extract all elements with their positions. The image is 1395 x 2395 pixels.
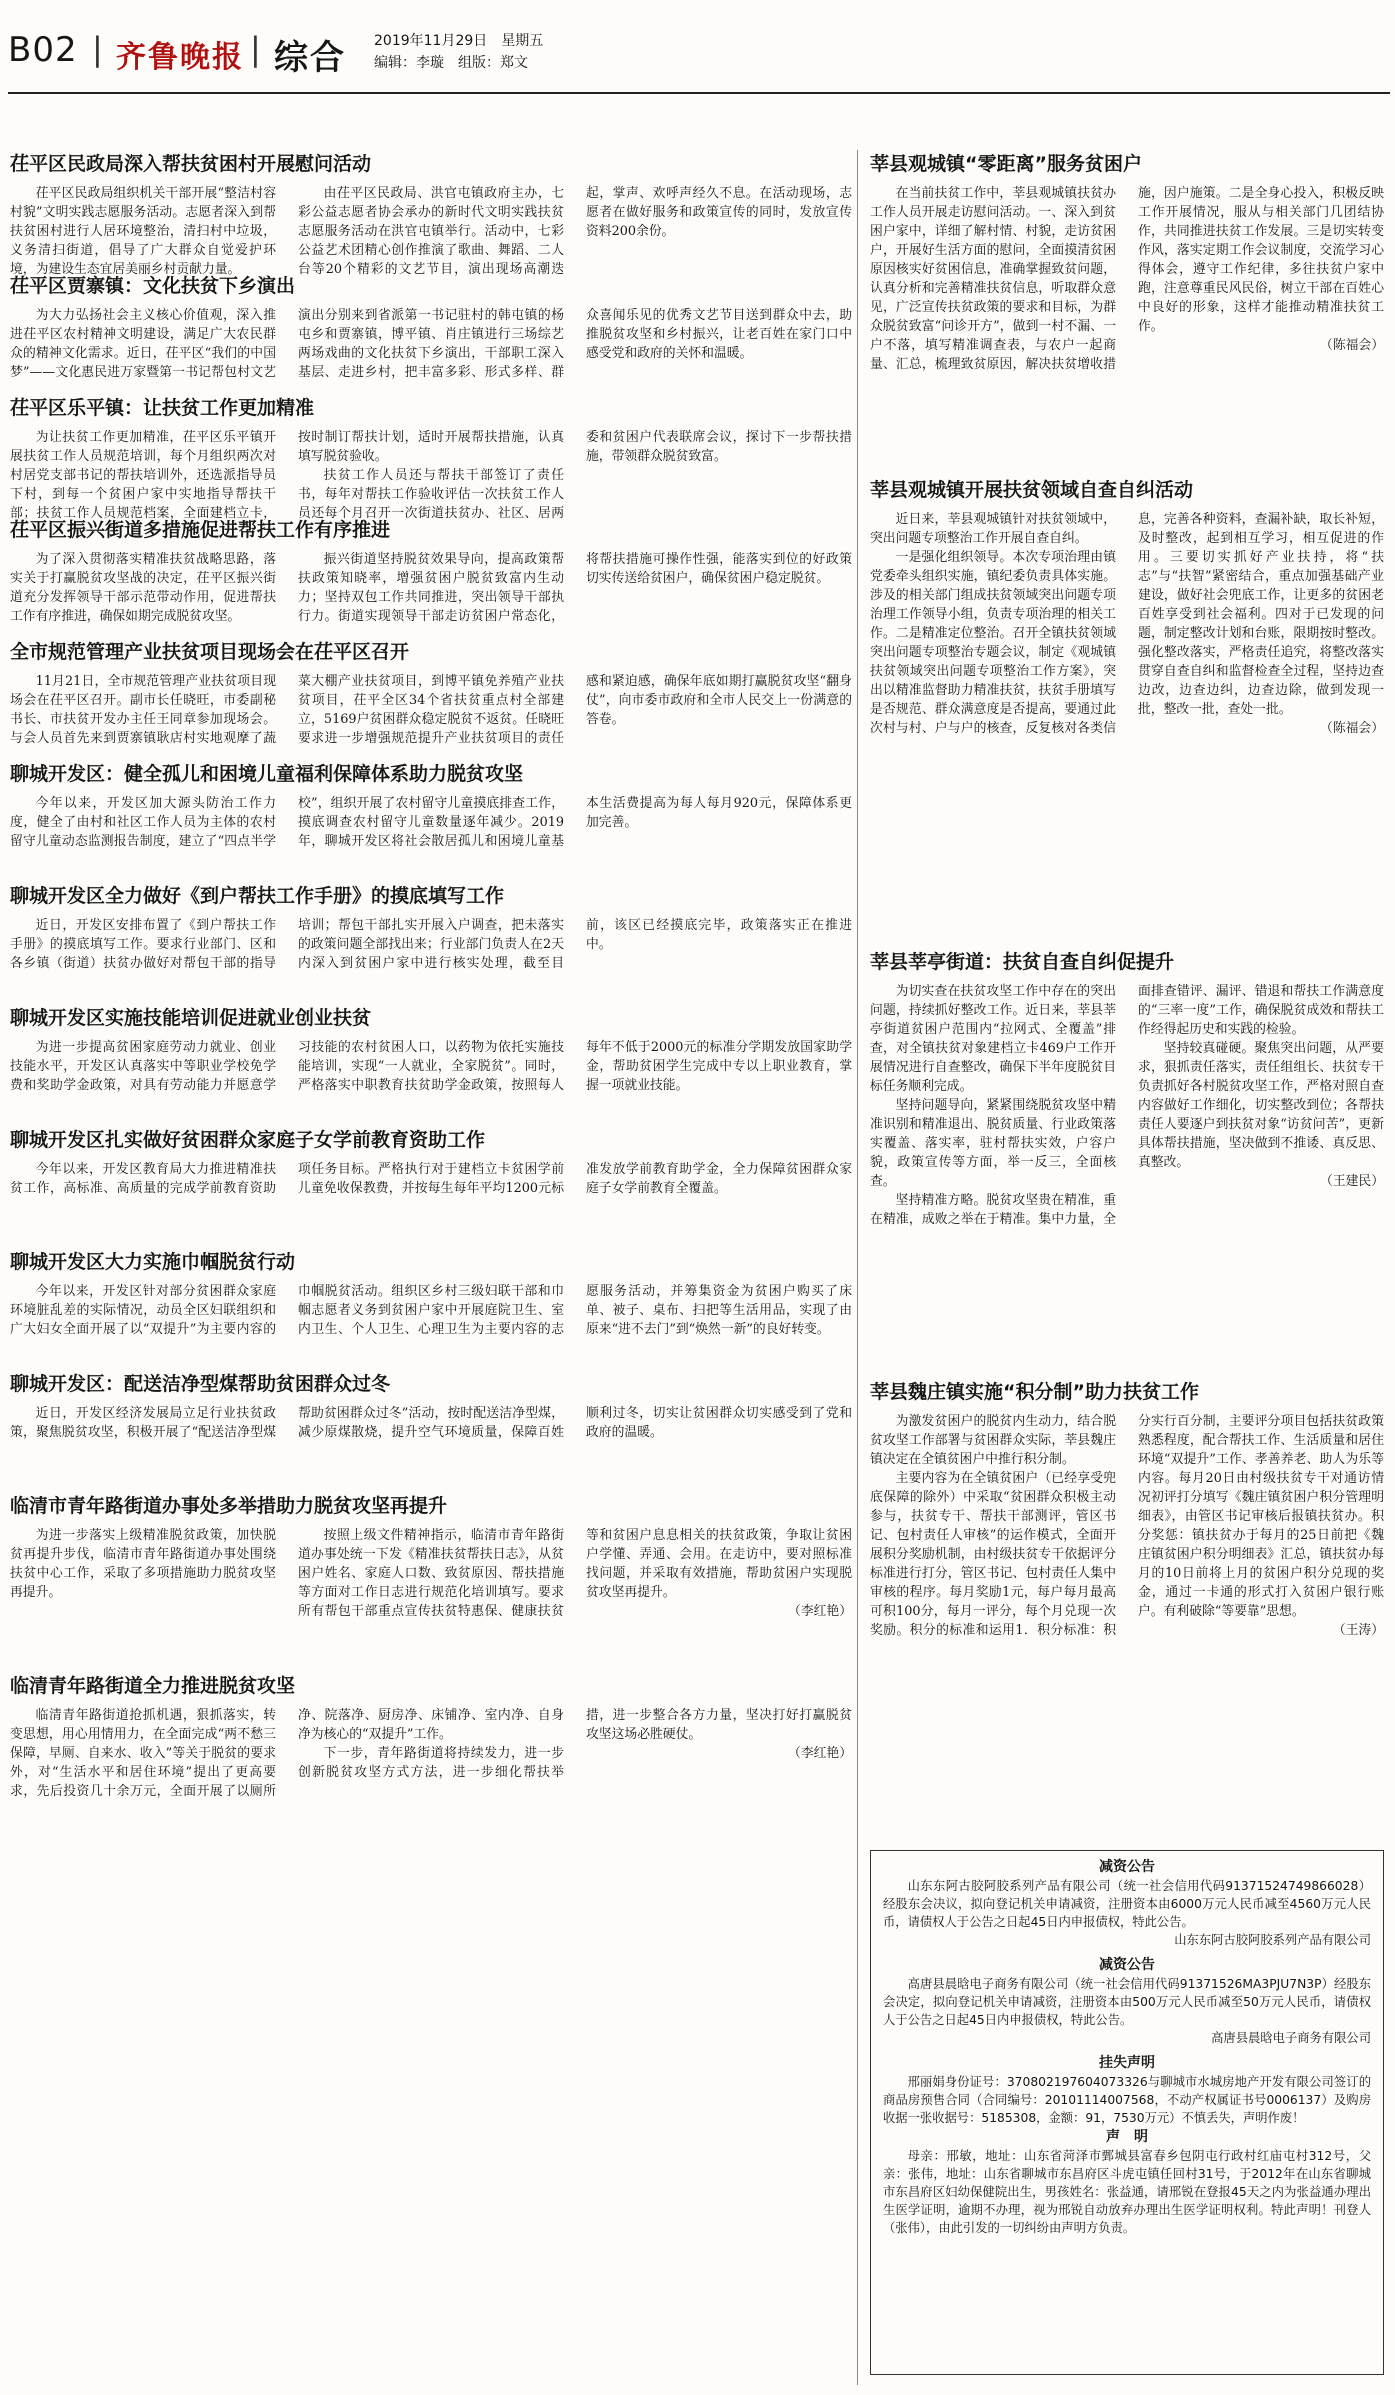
notice-heading: 减资公告: [1099, 1957, 1155, 1973]
article-paragraph: 临清青年路街道抢抓机遇，狠抓落实，转变思想，用心用情用力，在全面完成“两不愁三保障，早厕、自来水、收入”等关于脱贫的要求外，对“生活水平和居住环境”提出了更高要求，先后投资几十余万元，全面开展了以厕所净、院落净、厨房净、床铺净、室内净、自身净为核心的“双提升”工作。: [10, 1708, 564, 1799]
article-title: 聊城开发区实施技能培训促进就业创业扶贫: [10, 1007, 372, 1029]
notice-heading: 声 明: [1106, 2129, 1148, 2145]
section-title: 综合: [274, 38, 346, 78]
article-paragraph: 坚持较真碰硬。聚焦突出问题，从严要求，狠抓责任落实，责任组组长、扶贫专干负责抓好各村脱贫攻坚工作，严格对照自查内容做好工作细化，切实整改到位；各帮扶责任人要逐户到扶贫对象“访贫问苦”，更新具体帮扶措施，坚决做到不推诿、真反思、真整改。: [1138, 1041, 1384, 1170]
article-title: 聊城开发区：配送洁净型煤帮助贫困群众过冬: [10, 1373, 391, 1395]
article-paragraph: 按照上级文件精神指示，临清市青年路街道办事处统一下发《精准扶贫帮扶日志》，从贫困户姓名、家庭人口数、致贫原因、帮扶措施等方面对工作日志进行规范化培训填写。要求所有帮包干部重点宣传扶贫特惠保、健康扶贫等和贫困户息息相关的扶贫政策，争取让贫困户学懂、弄通、会用。在走访中，要对照标准找问题，并采取有效措施，帮助贫困户实现脱贫攻坚再提升。: [298, 1528, 852, 1619]
article-paragraph: 坚持问题导向，紧紧围绕脱贫攻坚中精准识别和精准退出、脱贫质量、行业政策落实覆盖、落实率，驻村帮扶实效，户容户貌，政策宣传等方面，举一反三，全面核查。: [870, 1098, 1116, 1189]
article-paragraph: 近日，开发区经济发展局立足行业扶贫政策，聚焦脱贫攻坚，积极开展了“配送洁净型煤帮助贫困群众过冬”活动，按时配送洁净型煤，减少原煤散烧，提升空气环境质量，保障百姓顺利过冬，切实让贫困群众切实感受到了党和政府的温暖。: [10, 1406, 852, 1440]
article-paragraph: 下一步，青年路街道将持续发力，进一步创新脱贫攻坚方式方法，进一步细化帮扶举措，进一步整合各方力量，坚决打好打赢脱贫攻坚这场必胜硬仗。: [298, 1708, 852, 1780]
article-paragraph: 一是强化组织领导。本次专项治理由镇党委牵头组织实施，镇纪委负责具体实施。涉及的相关部门组成扶贫领域突出问题专项治理工作领导小组，负责专项治理的相关工作。二是精准定位整治。召开全镇扶贫领域突出问题专项整治专题会议，制定《观城镇扶贫领域突出问题专项整治工作方案》，突出以精准监督助力精准扶贫，扶贫手册填写是否规范、群众满意度是否提高，要通过此次村与村、户与户的核查，反复核对各类信息，完善各种资料，查漏补缺，取长补短，及时整改，起到相互学习，相互促进的作用。三要切实抓好产业扶持，将“扶志”与“扶智”紧密结合，重点加强基础产业建设，做好社会兜底工作，让更多的贫困老百姓享受到社会福利。四对于已发现的问题，制定整改计划和台账，限期按时整改。强化整改落实，严格责任追究，将整改落实贯穿自查自纠和监督检查全过程，坚持边查边改，边查边纠，边查边除，做到发现一批，整改一批，查处一批。: [870, 512, 1384, 736]
article-title: 莘县观城镇开展扶贫领域自查自纠活动: [870, 479, 1194, 501]
article-title: 茌平区民政局深入帮扶贫困村开展慰问活动: [10, 153, 372, 175]
article-qingnianlu-push: [10, 1672, 852, 1876]
article-body: [10, 1526, 852, 1696]
article-guancheng-service: [870, 150, 1384, 499]
article-paragraph: 茌平区民政局组织机关干部开展“整洁村容村貌”文明实践志愿服务活动。志愿者深入到帮扶贫困村进行人居环境整治，清扫村中垃圾，义务清扫街道，倡导了广大群众自觉爱护环境，为建设生态宜居美丽乡村贡献力量。: [10, 186, 276, 277]
notice-signature: 山东东阿古胶阿胶系列产品有限公司: [1174, 1933, 1371, 1947]
article-paragraph: 今年以来，开发区教育局大力推进精准扶贫工作，高标准、高质量的完成学前教育资助项任务目标。严格执行对于建档立卡贫困学前儿童免收保教费，并按每生每年平均1200元标准发放学前教育助学金，全力保障贫困群众家庭子女学前教育全覆盖。: [10, 1162, 852, 1196]
article-paragraph: 为进一步提高贫困家庭劳动力就业、创业技能水平，开发区认真落实中等职业学校免学费和奖助学金政策，对具有劳动能力并愿意学习技能的农村贫困人口，以药物为依托实施技能培训，实现“一人就业，全家脱贫”。同时，严格落实中职教育扶贫助学金政策，按照每人每年不低于2000元的标准分学期发放国家助学金，帮助贫困学生完成中专以上职业教育，掌握一项就业技能。: [10, 1040, 852, 1093]
article-paragraph: 振兴街道坚持脱贫效果导向，提高政策帮扶政策知晓率，增强贫困户脱贫致富内生动力；坚持双包工作共同推进，突出领导干部执行力。街道实现领导干部走访贫困户常态化，将帮扶措施可操作性强，能落实到位的好政策切实传送给贫困户，确保贫困户稳定脱贫。: [298, 552, 852, 624]
article-byline: （陈福会）: [1320, 721, 1384, 736]
article-title: 聊城开发区扎实做好贫困群众家庭子女学前教育资助工作: [10, 1129, 486, 1151]
article-title: 茌平区贾寨镇：文化扶贫下乡演出: [10, 275, 296, 297]
article-title: 全市规范管理产业扶贫项目现场会在茌平区召开: [10, 641, 410, 663]
article-paragraph: 为让扶贫工作更加精准，茌平区乐平镇开展扶贫工作人员规范培训，每个月组织两次对村居党支部书记的帮扶培训外，还选派指导员下村，到每一个贫困户家中实地指导帮扶干部；扶贫工作人员规范档案，全面建档立卡，按时制订帮扶计划，适时开展帮扶措施，认真填写脱贫验收。: [10, 430, 564, 521]
article-title: 临清青年路街道全力推进脱贫攻坚: [10, 1675, 296, 1697]
article-guancheng-selfcheck: [870, 476, 1384, 972]
article-title: 聊城开发区：健全孤儿和困境儿童福利保障体系助力脱贫攻坚: [10, 763, 524, 785]
article-paragraph: 11月21日，全市规范管理产业扶贫项目现场会在茌平区召开。副市长任晓旺，市委副秘书长、市扶贫开发办主任王同章参加现场会。与会人员首先来到贾寨镇耿店村实地观摩了蔬菜大棚产业扶贫项目，到博平镇免养殖产业扶贫项目，茌平全区34个省扶贫重点村全部建立，5169户贫困群众稳定脱贫不返贫。任晓旺要求进一步增强规范提升产业扶贫项目的责任感和紧迫感，确保年底如期打赢脱贫攻坚“翻身仗”，向市委市政府和全市人民交上一份满意的答卷。: [10, 674, 852, 746]
notice-heading: 减资公告: [1099, 1859, 1155, 1875]
article-paragraph: 为了深入贯彻落实精准扶贫战略思路，落实关于打赢脱贫攻坚战的决定，茌平区振兴街道充分发挥领导干部示范带动作用，促进帮扶工作有序推进，确保如期完成脱贫攻坚。: [10, 552, 276, 624]
article-paragraph: 为进一步落实上级精准脱贫政策，加快脱贫再提升步伐，临清市青年路街道办事处围绕扶贫中心工作，采取了多项措施助力脱贫攻坚再提升。: [10, 1528, 276, 1600]
column-divider: [857, 150, 858, 2385]
article-byline: （王涛）: [1332, 1623, 1384, 1638]
article-body: [870, 982, 1384, 1402]
newspaper-logo: 齐鲁晚报: [116, 40, 244, 75]
editor-credit: 编辑：李璇 组版：郑文: [374, 55, 528, 71]
article-paragraph: 为大力弘扬社会主义核心价值观，深入推进茌平区农村精神文明建设，满足广大农民群众的精神文化需求。近日，茌平区“我们的中国梦”——文化惠民进万家暨第一书记帮包村文艺演出分别来到省派第一书记驻村的韩屯镇的杨屯乡和贾寨镇，博平镇、肖庄镇进行三场综艺两场戏曲的文化扶贫下乡演出，干部职工深入基层、走进乡村，把丰富多彩、形式多样、群众喜闻乐见的优秀文艺节目送到群众中去，助推脱贫攻坚和乡村振兴，让老百姓在家门口中感受党和政府的关怀和温暖。: [10, 308, 852, 380]
header-separator: |: [250, 30, 261, 68]
header-rule: [8, 92, 1390, 94]
notice-text: 高唐县晨晗电子商务有限公司（统一社会信用代码91371526MA3PJU7N3P）经股东会决定，拟向登记机关申请减资，注册资本由500万元人民币减至50万元人民币，请债权人于公告之日起45日内申报债权，特此公告。: [883, 1977, 1371, 2027]
notice-text: 山东东阿古胶阿胶系列产品有限公司（统一社会信用代码91371524749866028）经股东会决议，拟向登记机关申请减资，注册资本由6000万元人民币减至4560万元人民币，请债权人于公告之日起45日内申报债权，特此公告。: [883, 1879, 1371, 1929]
article-paragraph: 坚持精准方略。脱贫攻坚贵在精准，重在精准，成败之举在于精准。集中力量，全面排查错评、漏评、错退和帮扶工作满意度的“三率一度”工作，确保脱贫成效和帮扶工作经得起历史和实践的检验。: [870, 984, 1384, 1227]
article-body: [870, 510, 1384, 972]
article-body: [10, 1706, 852, 1876]
article-paragraph: 近日来，莘县观城镇针对扶贫领域中，突出问题专项整治工作开展自查自纠。: [870, 512, 1116, 546]
notice-heading: 挂失声明: [1099, 2055, 1155, 2071]
article-title: 临清市青年路街道办事处多举措助力脱贫攻坚再提升: [10, 1495, 448, 1517]
page-number: B02: [8, 30, 78, 70]
article-title: 莘县观城镇“零距离”服务贫困户: [870, 153, 1142, 175]
article-paragraph: 为切实查在扶贫攻坚工作中存在的突出问题，持续抓好整改工作。近日来，莘县莘亭街道贫困户范围内“拉网式、全覆盖”排查，对全镇扶贫对象建档立卡469户工作开展情况进行自查整改，确保下半年度脱贫目标任务顺利完成。: [870, 984, 1116, 1094]
header-separator: |: [92, 30, 103, 68]
article-paragraph: 近日，开发区安排布置了《到户帮扶工作手册》的摸底填写工作。要求行业部门、区和各乡镇（街道）扶贫办做好对帮包干部的指导培训；帮包干部扎实开展入户调查，把未落实的政策问题全部找出来；行业部门负责人在2天内深入到贫困户家中进行核实处理，截至目前，该区已经摸底完毕，政策落实正在推进中。: [10, 918, 852, 971]
article-weizhuang-points: [870, 1378, 1384, 1874]
article-body: [870, 1412, 1384, 1874]
article-paragraph: 今年以来，开发区针对部分贫困群众家庭环境脏乱差的实际情况，动员全区妇联组织和广大妇女全面开展了以“双提升”为主要内容的巾帼脱贫活动。组织区乡村三级妇联干部和巾帼志愿者义务到贫困户家中开展庭院卫生、室内卫生、个人卫生、心理卫生为主要内容的志愿服务活动，并筹集资金为贫困户购买了床单、被子、桌布、扫把等生活用品，实现了由原来“进不去门”到“焕然一新”的良好转变。: [10, 1284, 852, 1337]
article-paragraph: 今年以来，开发区加大源头防治工作力度，健全了由村和社区工作人员为主体的农村留守儿童动态监测报告制度，建立了“四点半学校”，组织开展了农村留守儿童摸底排查工作，摸底调查农村留守儿童数量逐年减少。2019年，聊城开发区将社会散居孤儿和困境儿童基本生活费提高为每人每月920元，保障体系更加完善。: [10, 796, 852, 849]
notice-box: [870, 1850, 1384, 2375]
article-title: 茌平区乐平镇：让扶贫工作更加精准: [10, 397, 315, 419]
article-title: 茌平区振兴街道多措施促进帮扶工作有序推进: [10, 519, 391, 541]
article-byline: （王建民）: [1320, 1174, 1384, 1189]
article-title: 聊城开发区大力实施巾帼脱贫行动: [10, 1251, 296, 1273]
notice-text: 邢丽娟身份证号：370802197604073326与聊城市水城房地产开发有限公司签订的商品房预售合同（合同编号：20101114007568，不动产权属证书号0006137）及购房收据一张收据号：5185308，金额：91，7530万元）不慎丢失，声明作废！: [883, 2075, 1371, 2125]
article-byline: （李红艳）: [788, 1604, 852, 1619]
article-paragraph: 主要内容为在全镇贫困户（已经享受兜底保障的除外）中采取“贫困群众积极主动参与，扶贫专干、帮扶干部测评，管区书记、包村责任人审核”的运作模式，全面开展积分奖励机制，由村级扶贫专干依据评分标准进行打分，管区书记、包村责任人集中审核的程序。每月奖励1元，每户每月最高可积100分，每月一评分，每个月兑现一次奖励。积分的标准和运用1．积分标准：积分实行百分制，主要评分项目包括扶贫政策熟悉程度，配合帮扶工作、生活质量和居住环境“双提升”工作、孝善养老、助人为乐等内容。每月20日由村级扶贫专干对通访情况初评打分填写《魏庄镇贫困户积分管理明细表》，由管区书记审核后报镇扶贫办。积分奖惩：镇扶贫办于每月的25日前把《魏庄镇贫困户积分明细表》汇总，镇扶贫办每月的10日前将上月的贫困户积分兑现的奖金，通过一卡通的形式打入贫困户银行账户。有利破除“等要靠”思想。: [870, 1414, 1384, 1638]
article-title: 莘县莘亭街道：扶贫自查自纠促提升: [870, 951, 1175, 973]
article-paragraph: 扶贫工作人员还与帮扶干部签订了责任书，每年对帮扶工作验收评估一次扶贫工作人员还每个月召开一次街道扶贫办、社区、居两委和贫困户代表联席会议，探讨下一步帮扶措施，带领群众脱贫致富。: [298, 430, 852, 521]
article-byline: （李红艳）: [788, 1746, 852, 1761]
article-body: [870, 184, 1384, 499]
issue-date: 2019年11月29日 星期五: [374, 33, 544, 49]
article-byline: （陈福会）: [1320, 338, 1384, 353]
article-paragraph: 在当前扶贫工作中，莘县观城镇扶贫办工作人员开展走访慰问活动。一、深入到贫困户家中，详细了解村情、村貌，走访贫困户，开展好生活方面的慰问，全面摸清贫困原因核实好贫困信息，准确掌握致贫问题，认真分析和完善精准扶贫信息，听取群众意见，广泛宣传扶贫政策的要求和目标，为群众脱贫致富“问诊开方”，做到一村不漏、一户不落，填写精准调查表，与农户一起商量、汇总，梳理致贫原因，解决扶贫增收措施，因户施策。二是全身心投入，积极反映工作开展情况，服从与相关部门几团结协作，共同推进扶贫工作发展。三是切实转变作风，落实定期工作会议制度，交流学习心得体会，遵守工作纪律，多往扶贫户家中跑，注意尊重民风民俗，树立干部在百姓心中良好的形象，这样才能推动精准扶贫工作。: [870, 186, 1384, 372]
article-title: 聊城开发区全力做好《到户帮扶工作手册》的摸底填写工作: [10, 885, 505, 907]
article-xinting-selfcheck: [870, 948, 1384, 1402]
article-qingnianlu-measures: [10, 1492, 852, 1696]
article-title: 莘县魏庄镇实施“积分制”助力扶贫工作: [870, 1381, 1199, 1403]
article-paragraph: 为激发贫困户的脱贫内生动力，结合脱贫攻坚工作部署与贫困群众实际，莘县魏庄镇决定在全镇贫困户中推行积分制。: [870, 1414, 1116, 1467]
notice-signature: 高唐县晨晗电子商务有限公司: [1211, 2031, 1371, 2045]
notice-text: 母亲：邢敏，地址：山东省菏泽市鄄城县富春乡包阴屯行政村红庙屯村312号，父亲：张伟，地址：山东省聊城市东昌府区斗虎屯镇任回村31号，于2012年在山东省聊城市东昌府区妇幼保健院出生，男孩姓名：张益通，请邢锐在登报45天之内为张益通办理出生医学证明，逾期不办理，视为邢锐自动放弃办理出生医学证明权利。特此声明！刊登人（张伟），由此引发的一切纠纷由声明方负责。: [883, 2149, 1371, 2235]
article-paragraph: 由茌平区民政局、洪官屯镇政府主办，七彩公益志愿者协会承办的新时代文明实践扶贫志愿服务活动在洪官屯镇举行。活动中，七彩公益艺术团精心创作推演了歌曲、舞蹈、二人台等20个精彩的文艺节目，演出现场高潮迭起，掌声、欢呼声经久不息。在活动现场，志愿者在做好服务和政策宣传的同时，发放宣传资料200余份。: [298, 186, 852, 277]
